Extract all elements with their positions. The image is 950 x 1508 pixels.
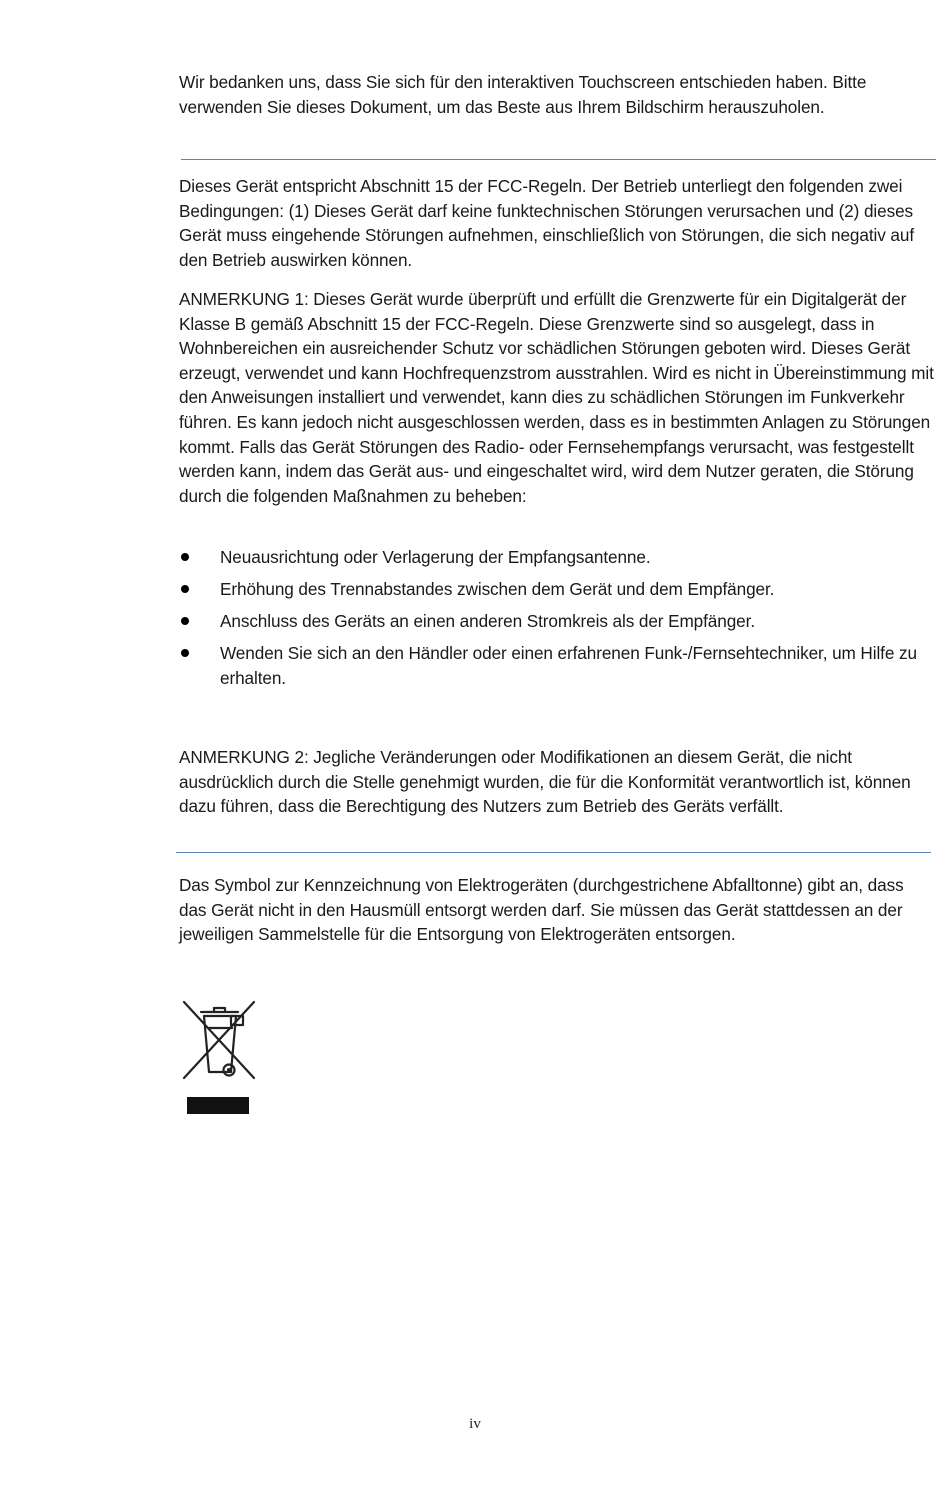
list-item: [179, 609, 934, 634]
section-divider: [176, 852, 931, 853]
section-divider: [181, 159, 936, 160]
list-item-text: Erhöhung des Trennabstandes zwischen dem Gerät und dem Empfänger.: [220, 579, 775, 600]
bullet-icon: [181, 553, 189, 561]
list-item: [179, 577, 934, 602]
page-number: iv: [469, 1416, 481, 1432]
measures-list: [179, 545, 934, 698]
note-1-paragraph: ANMERKUNG 1: Dieses Gerät wurde überprüft und erfüllt die Grenzwerte für ein Digitalgerät der Klasse B gemäß Abschnitt 15 der FCC-Regeln. Diese Grenzwerte sind so ausgelegt, dass in Wohnbereichen ein ausreichender Schutz vor schädlichen Störungen geboten wird. Dieses Gerät erzeugt, verwendet und kann Hochfrequenzstrom ausstrahlen. Wird es nicht in Übereinstimmung mit den Anweisungen installiert und verwendet, kann dies zu schädlichen Störungen im Funkverkehr führen. Es kann jedoch nicht ausgeschlossen werden, dass es in bestimmten Anlagen zu Störungen kommt. Falls das Gerät Störungen des Radio- oder Fernsehempfangs verursacht, was festgestellt werden kann, indem das Gerät aus- und eingeschaltet wird, wird dem Nutzer geraten, die Störung durch die folgenden Maßnahmen zu beheben:: [179, 289, 934, 506]
weee-paragraph: Das Symbol zur Kennzeichnung von Elektrogeräten (durchgestrichene Abfalltonne) gibt an, dass das Gerät nicht in den Hausmüll entsorgt werden darf. Sie müssen das Gerät stattdessen an der jeweiligen Sammelstelle für die Entsorgung von Elektrogeräten entsorgen.: [179, 875, 904, 945]
list-item-text: Wenden Sie sich an den Händler oder einen erfahrenen Funk-/Fernsehtechniker, um Hilfe zu erhalten.: [220, 643, 917, 688]
note-2-paragraph: ANMERKUNG 2: Jegliche Veränderungen oder Modifikationen an diesem Gerät, die nicht ausdrücklich durch die Stelle genehmigt wurden, die für die Konformität verantwortlich ist, können dazu führen, dass die Berechtigung des Nutzers zum Betrieb des Geräts verfällt.: [179, 747, 911, 817]
fcc-compliance-paragraph: Dieses Gerät entspricht Abschnitt 15 der FCC-Regeln. Der Betrieb unterliegt den folgenden zwei Bedingungen: (1) Dieses Gerät darf keine funktechnischen Störungen verursachen und (2) dieses Gerät muss eingehende Störungen aufnehmen, einschließlich von Störungen, die sich negativ auf den Betrieb auswirken können.: [179, 176, 915, 270]
crossed-out-wheelie-bin-icon: [180, 998, 258, 1118]
list-item-text: Anschluss des Geräts an einen anderen Stromkreis als der Empfänger.: [220, 611, 755, 632]
bullet-icon: [181, 585, 189, 593]
bullet-icon: [181, 617, 189, 625]
bullet-icon: [181, 649, 189, 657]
intro-paragraph: Wir bedanken uns, dass Sie sich für den interaktiven Touchscreen entschieden haben. Bitte verwenden Sie dieses Dokument, um das Beste aus Ihrem Bildschirm herauszuholen.: [179, 72, 867, 117]
list-item: [179, 545, 934, 570]
list-item: [179, 641, 934, 690]
list-item-text: Neuausrichtung oder Verlagerung der Empfangsantenne.: [220, 547, 651, 567]
